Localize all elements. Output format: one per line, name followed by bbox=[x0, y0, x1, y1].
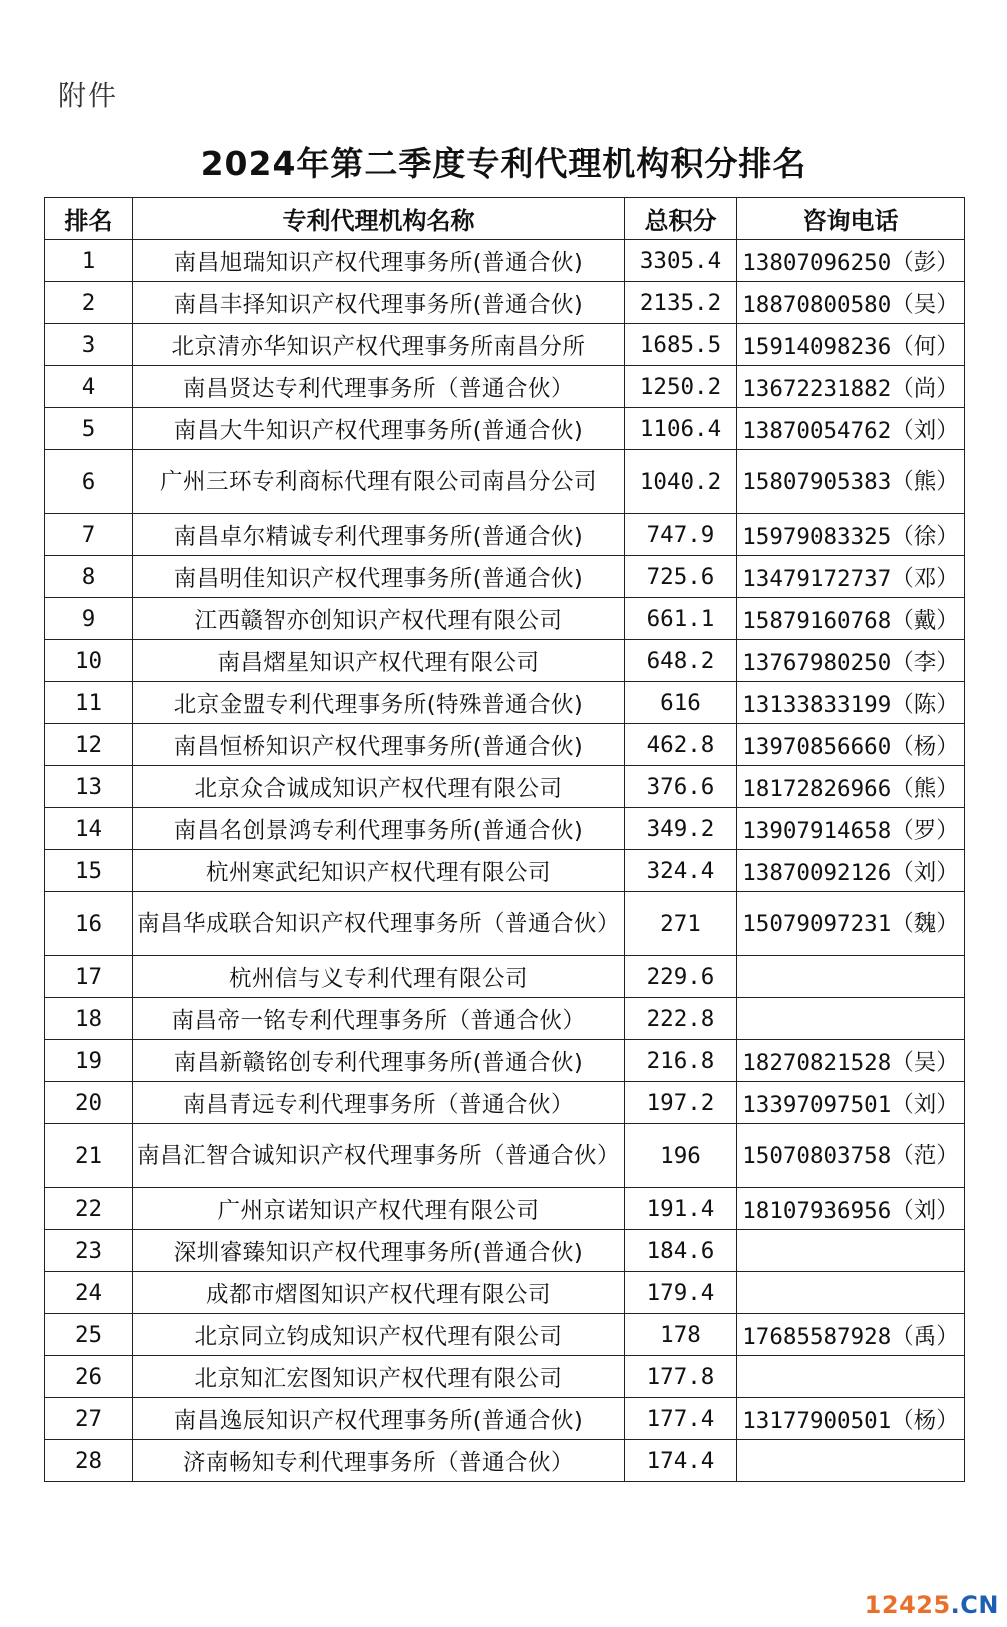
table-row bbox=[45, 850, 965, 892]
agency-name-cell: 广州京诺知识产权代理有限公司 bbox=[133, 1188, 625, 1230]
watermark-digits: 12425 bbox=[864, 1591, 951, 1619]
rank-cell: 6 bbox=[45, 450, 133, 514]
table-row bbox=[45, 766, 965, 808]
table-row bbox=[45, 956, 965, 998]
phone-cell: 13870054762（刘） bbox=[737, 408, 965, 450]
table-row bbox=[45, 1314, 965, 1356]
rank-cell: 8 bbox=[45, 556, 133, 598]
site-watermark bbox=[865, 1591, 999, 1619]
score-cell: 3305.4 bbox=[625, 240, 737, 282]
phone-cell bbox=[737, 956, 965, 998]
phone-cell: 13807096250（彭） bbox=[737, 240, 965, 282]
table-row bbox=[45, 808, 965, 850]
header-score: 总积分 bbox=[625, 198, 737, 240]
agency-name-cell: 北京清亦华知识产权代理事务所南昌分所 bbox=[133, 324, 625, 366]
page-title: 2024年第二季度专利代理机构积分排名 bbox=[200, 144, 807, 183]
score-cell: 177.8 bbox=[625, 1356, 737, 1398]
attachment-label: 附件 bbox=[58, 79, 119, 112]
watermark-suffix: .CN bbox=[950, 1591, 999, 1619]
score-cell: 271 bbox=[625, 892, 737, 956]
agency-name-cell: 北京金盟专利代理事务所(特殊普通合伙) bbox=[133, 682, 625, 724]
table-body bbox=[45, 240, 965, 1482]
phone-cell: 13177900501（杨） bbox=[737, 1398, 965, 1440]
score-cell: 229.6 bbox=[625, 956, 737, 998]
score-cell: 462.8 bbox=[625, 724, 737, 766]
agency-name-cell: 杭州信与义专利代理有限公司 bbox=[133, 956, 625, 998]
table-row bbox=[45, 240, 965, 282]
rank-cell: 28 bbox=[45, 1440, 133, 1482]
rank-cell: 5 bbox=[45, 408, 133, 450]
agency-name-cell: 南昌华成联合知识产权代理事务所（普通合伙） bbox=[133, 892, 625, 956]
rank-cell: 20 bbox=[45, 1082, 133, 1124]
rank-cell: 14 bbox=[45, 808, 133, 850]
score-cell: 725.6 bbox=[625, 556, 737, 598]
agency-name-cell: 江西赣智亦创知识产权代理有限公司 bbox=[133, 598, 625, 640]
score-cell: 197.2 bbox=[625, 1082, 737, 1124]
ranking-table bbox=[44, 197, 965, 1482]
agency-name-cell: 广州三环专利商标代理有限公司南昌分公司 bbox=[133, 450, 625, 514]
table-row bbox=[45, 1440, 965, 1482]
rank-cell: 24 bbox=[45, 1272, 133, 1314]
phone-cell: 13397097501（刘） bbox=[737, 1082, 965, 1124]
agency-name-cell: 北京知汇宏图知识产权代理有限公司 bbox=[133, 1356, 625, 1398]
phone-cell: 18270821528（吴） bbox=[737, 1040, 965, 1082]
phone-cell bbox=[737, 998, 965, 1040]
agency-name-cell: 南昌熠星知识产权代理有限公司 bbox=[133, 640, 625, 682]
phone-cell: 15807905383（熊） bbox=[737, 450, 965, 514]
agency-name-cell: 南昌丰择知识产权代理事务所(普通合伙) bbox=[133, 282, 625, 324]
agency-name-cell: 济南畅知专利代理事务所（普通合伙） bbox=[133, 1440, 625, 1482]
score-cell: 2135.2 bbox=[625, 282, 737, 324]
phone-cell: 13970856660（杨） bbox=[737, 724, 965, 766]
table-row bbox=[45, 598, 965, 640]
rank-cell: 1 bbox=[45, 240, 133, 282]
phone-cell bbox=[737, 1356, 965, 1398]
rank-cell: 7 bbox=[45, 514, 133, 556]
rank-cell: 13 bbox=[45, 766, 133, 808]
score-cell: 661.1 bbox=[625, 598, 737, 640]
table-row bbox=[45, 514, 965, 556]
header-name: 专利代理机构名称 bbox=[133, 198, 625, 240]
phone-cell: 13767980250（李） bbox=[737, 640, 965, 682]
table-row bbox=[45, 408, 965, 450]
phone-cell: 17685587928（禹） bbox=[737, 1314, 965, 1356]
score-cell: 376.6 bbox=[625, 766, 737, 808]
table-row bbox=[45, 998, 965, 1040]
phone-cell bbox=[737, 1272, 965, 1314]
phone-cell: 15979083325（徐） bbox=[737, 514, 965, 556]
score-cell: 648.2 bbox=[625, 640, 737, 682]
phone-cell: 15914098236（何） bbox=[737, 324, 965, 366]
phone-cell: 18870800580（吴） bbox=[737, 282, 965, 324]
rank-cell: 9 bbox=[45, 598, 133, 640]
phone-cell bbox=[737, 1440, 965, 1482]
agency-name-cell: 南昌新赣铭创专利代理事务所(普通合伙) bbox=[133, 1040, 625, 1082]
rank-cell: 2 bbox=[45, 282, 133, 324]
agency-name-cell: 南昌恒桥知识产权代理事务所(普通合伙) bbox=[133, 724, 625, 766]
score-cell: 179.4 bbox=[625, 1272, 737, 1314]
phone-cell bbox=[737, 1230, 965, 1272]
rank-cell: 22 bbox=[45, 1188, 133, 1230]
table-row bbox=[45, 1082, 965, 1124]
agency-name-cell: 深圳睿臻知识产权代理事务所(普通合伙) bbox=[133, 1230, 625, 1272]
score-cell: 349.2 bbox=[625, 808, 737, 850]
rank-cell: 27 bbox=[45, 1398, 133, 1440]
header-phone: 咨询电话 bbox=[737, 198, 965, 240]
rank-cell: 17 bbox=[45, 956, 133, 998]
phone-cell: 18172826966（熊） bbox=[737, 766, 965, 808]
rank-cell: 12 bbox=[45, 724, 133, 766]
agency-name-cell: 南昌汇智合诚知识产权代理事务所（普通合伙） bbox=[133, 1124, 625, 1188]
score-cell: 216.8 bbox=[625, 1040, 737, 1082]
table-row bbox=[45, 724, 965, 766]
agency-name-cell: 南昌帝一铭专利代理事务所（普通合伙） bbox=[133, 998, 625, 1040]
score-cell: 324.4 bbox=[625, 850, 737, 892]
agency-name-cell: 成都市熠图知识产权代理有限公司 bbox=[133, 1272, 625, 1314]
agency-name-cell: 南昌旭瑞知识产权代理事务所(普通合伙) bbox=[133, 240, 625, 282]
agency-name-cell: 南昌卓尔精诚专利代理事务所(普通合伙) bbox=[133, 514, 625, 556]
phone-cell: 13133833199（陈） bbox=[737, 682, 965, 724]
score-cell: 1106.4 bbox=[625, 408, 737, 450]
rank-cell: 21 bbox=[45, 1124, 133, 1188]
score-cell: 1040.2 bbox=[625, 450, 737, 514]
table-row bbox=[45, 1398, 965, 1440]
phone-cell: 13907914658（罗） bbox=[737, 808, 965, 850]
rank-cell: 25 bbox=[45, 1314, 133, 1356]
rank-cell: 11 bbox=[45, 682, 133, 724]
agency-name-cell: 南昌贤达专利代理事务所（普通合伙） bbox=[133, 366, 625, 408]
score-cell: 222.8 bbox=[625, 998, 737, 1040]
agency-name-cell: 南昌明佳知识产权代理事务所(普通合伙) bbox=[133, 556, 625, 598]
rank-cell: 10 bbox=[45, 640, 133, 682]
rank-cell: 15 bbox=[45, 850, 133, 892]
score-cell: 191.4 bbox=[625, 1188, 737, 1230]
phone-cell: 15079097231（魏） bbox=[737, 892, 965, 956]
table-row bbox=[45, 1124, 965, 1188]
rank-cell: 3 bbox=[45, 324, 133, 366]
table-row bbox=[45, 640, 965, 682]
phone-cell: 13672231882（尚） bbox=[737, 366, 965, 408]
agency-name-cell: 杭州寒武纪知识产权代理有限公司 bbox=[133, 850, 625, 892]
table-row bbox=[45, 1188, 965, 1230]
table-row bbox=[45, 1272, 965, 1314]
table-row bbox=[45, 892, 965, 956]
phone-cell: 18107936956（刘） bbox=[737, 1188, 965, 1230]
table-row bbox=[45, 324, 965, 366]
score-cell: 1250.2 bbox=[625, 366, 737, 408]
agency-name-cell: 南昌青远专利代理事务所（普通合伙） bbox=[133, 1082, 625, 1124]
phone-cell: 15070803758（范） bbox=[737, 1124, 965, 1188]
agency-name-cell: 北京同立钧成知识产权代理有限公司 bbox=[133, 1314, 625, 1356]
table-header-row bbox=[45, 198, 965, 240]
phone-cell: 13479172737（邓） bbox=[737, 556, 965, 598]
score-cell: 174.4 bbox=[625, 1440, 737, 1482]
score-cell: 177.4 bbox=[625, 1398, 737, 1440]
rank-cell: 26 bbox=[45, 1356, 133, 1398]
score-cell: 1685.5 bbox=[625, 324, 737, 366]
table-row bbox=[45, 450, 965, 514]
phone-cell: 13870092126（刘） bbox=[737, 850, 965, 892]
score-cell: 616 bbox=[625, 682, 737, 724]
score-cell: 196 bbox=[625, 1124, 737, 1188]
rank-cell: 19 bbox=[45, 1040, 133, 1082]
agency-name-cell: 北京众合诚成知识产权代理有限公司 bbox=[133, 766, 625, 808]
agency-name-cell: 南昌逸辰知识产权代理事务所(普通合伙) bbox=[133, 1398, 625, 1440]
score-cell: 747.9 bbox=[625, 514, 737, 556]
table-row bbox=[45, 282, 965, 324]
score-cell: 178 bbox=[625, 1314, 737, 1356]
table-row bbox=[45, 1356, 965, 1398]
table-row bbox=[45, 1040, 965, 1082]
table-row bbox=[45, 682, 965, 724]
phone-cell: 15879160768（戴） bbox=[737, 598, 965, 640]
rank-cell: 4 bbox=[45, 366, 133, 408]
header-rank: 排名 bbox=[45, 198, 133, 240]
rank-cell: 18 bbox=[45, 998, 133, 1040]
agency-name-cell: 南昌名创景鸿专利代理事务所(普通合伙) bbox=[133, 808, 625, 850]
score-cell: 184.6 bbox=[625, 1230, 737, 1272]
table-row bbox=[45, 366, 965, 408]
rank-cell: 23 bbox=[45, 1230, 133, 1272]
agency-name-cell: 南昌大牛知识产权代理事务所(普通合伙) bbox=[133, 408, 625, 450]
table-row bbox=[45, 556, 965, 598]
table-row bbox=[45, 1230, 965, 1272]
rank-cell: 16 bbox=[45, 892, 133, 956]
